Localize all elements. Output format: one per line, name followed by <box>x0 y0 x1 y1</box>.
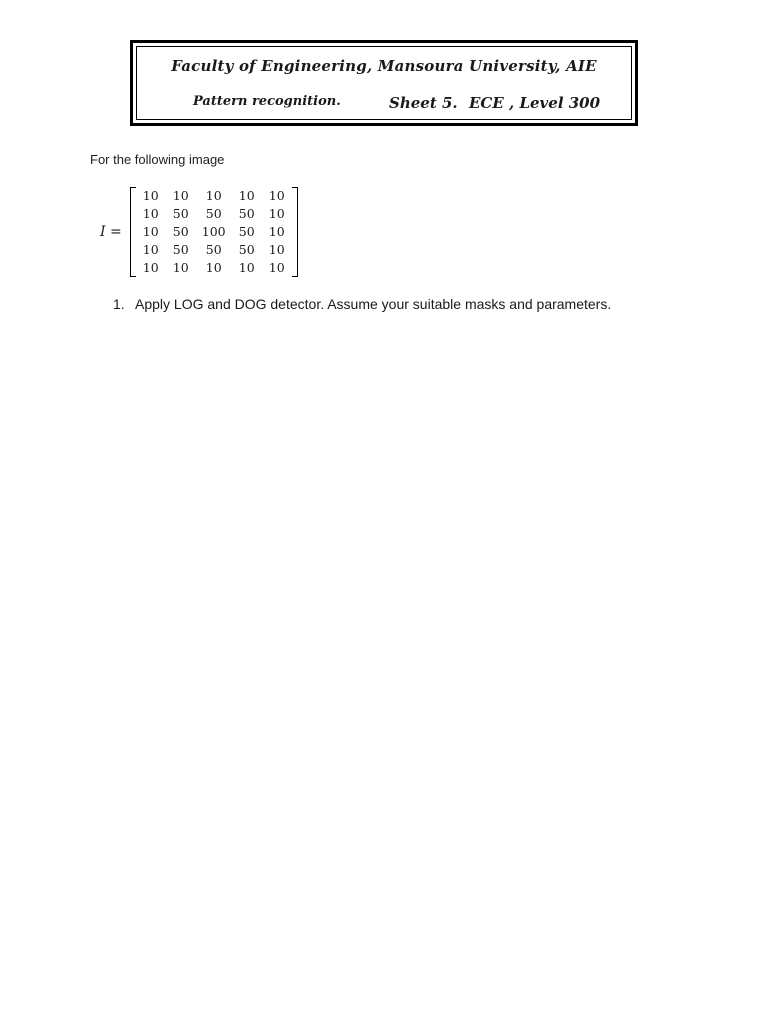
matrix-cell: 50 <box>172 242 189 257</box>
matrix-label <box>100 224 122 240</box>
matrix-equation <box>100 186 298 278</box>
matrix-cell: 50 <box>238 206 255 221</box>
question-number: 1. <box>113 296 125 312</box>
matrix-cell: 10 <box>205 188 222 203</box>
matrix-variable: I <box>100 224 106 240</box>
matrix-cell: 10 <box>268 242 285 257</box>
intro-text: For the following image <box>90 152 225 167</box>
matrix-cell: 100 <box>201 224 226 239</box>
matrix-cell: 50 <box>205 206 222 221</box>
matrix-row <box>136 187 292 205</box>
right-bracket <box>292 187 298 277</box>
matrix-cell: 10 <box>142 242 159 257</box>
matrix-cell: 50 <box>172 224 189 239</box>
matrix-cell: 50 <box>205 242 222 257</box>
matrix-table <box>136 187 292 277</box>
matrix-cell: 10 <box>268 188 285 203</box>
matrix-cell: 10 <box>238 188 255 203</box>
header-inner-frame <box>136 46 632 120</box>
matrix-cell: 10 <box>142 188 159 203</box>
matrix-cell: 10 <box>268 206 285 221</box>
matrix-cell: 10 <box>268 224 285 239</box>
matrix-cell: 10 <box>268 260 285 275</box>
matrix-cell: 10 <box>238 260 255 275</box>
sheet-number: Sheet 5. <box>389 94 458 112</box>
matrix-row <box>136 223 292 241</box>
department-level: ECE , Level 300 <box>469 94 601 112</box>
matrix-row <box>136 205 292 223</box>
course-name: Pattern recognition. <box>193 94 341 109</box>
matrix-row <box>136 241 292 259</box>
matrix-row <box>136 259 292 277</box>
question-item <box>113 296 611 312</box>
faculty-title: Faculty of Engineering, Mansoura University, AIE <box>171 57 597 75</box>
matrix-cell: 10 <box>172 188 189 203</box>
matrix-cell: 10 <box>142 206 159 221</box>
matrix-cell: 50 <box>238 224 255 239</box>
matrix-cell: 10 <box>205 260 222 275</box>
question-text: Apply LOG and DOG detector. Assume your suitable masks and parameters. <box>135 296 612 312</box>
equals-sign: = <box>105 224 122 240</box>
left-bracket <box>130 187 136 277</box>
image-matrix <box>130 187 298 277</box>
matrix-cell: 10 <box>142 260 159 275</box>
matrix-cell: 50 <box>238 242 255 257</box>
header-box <box>130 40 638 126</box>
matrix-cell: 10 <box>172 260 189 275</box>
matrix-cell: 50 <box>172 206 189 221</box>
matrix-cell: 10 <box>142 224 159 239</box>
